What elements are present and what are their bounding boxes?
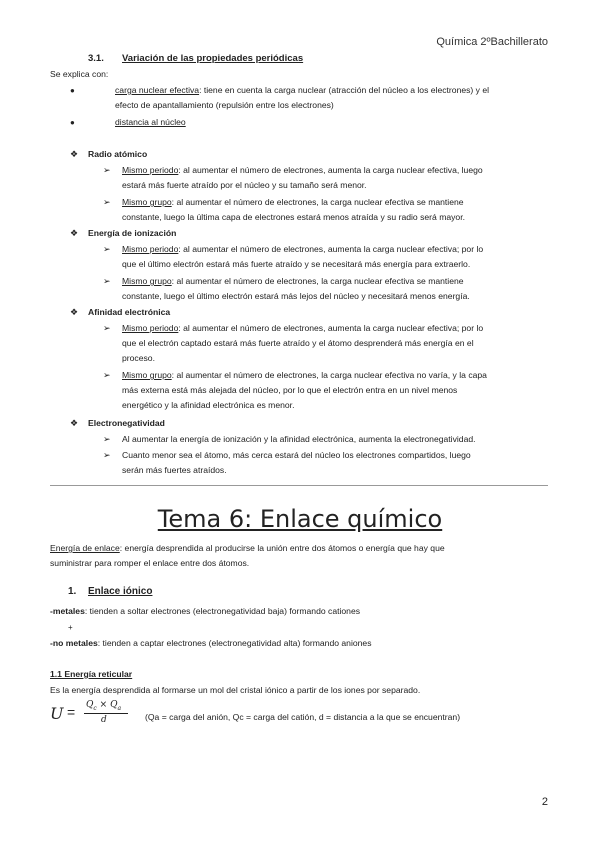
- arrow-icon: ➢: [103, 434, 111, 444]
- diamond-icon: ❖: [70, 418, 79, 428]
- item-term: Mismo periodo: [122, 323, 179, 333]
- property-item: [122, 163, 550, 178]
- arrow-icon: ➢: [103, 370, 111, 380]
- metales-text: : tienden a soltar electrones (electronegatividad baja) formando cationes: [84, 606, 361, 616]
- property-title: Radio atómico: [88, 149, 148, 159]
- item-text: constante, luego el último electrón estará más lejos del núcleo y necesitará menos energía.: [122, 291, 470, 301]
- diamond-icon: ❖: [70, 149, 79, 159]
- item-text: : al aumentar el número de electrones, la carga nuclear efectiva no varía, y la capa: [171, 370, 487, 380]
- arrow-icon: ➢: [103, 323, 111, 333]
- formula-equals: =: [67, 704, 76, 720]
- arrow-icon: ➢: [103, 197, 111, 207]
- item-text: : al aumentar el número de electrones, aumenta la carga nuclear efectiva; por lo: [178, 323, 484, 333]
- item-text: estará más fuerte atraído por el núcleo y su tamaño será menor.: [122, 180, 367, 190]
- item-text: : al aumentar el número de electrones, aumenta la carga nuclear efectiva, luego: [178, 165, 483, 175]
- document-header: Química 2ºBachillerato: [436, 36, 548, 48]
- subsection-number: 1.: [68, 586, 77, 597]
- diamond-icon: ❖: [70, 228, 79, 238]
- arrow-icon: ➢: [103, 244, 111, 254]
- formula-denominator: d: [101, 715, 107, 725]
- item-term: Mismo periodo: [122, 165, 179, 175]
- metales-line: [50, 604, 360, 619]
- enlace-definition: [50, 541, 445, 556]
- no-metales-text: : tienden a captar electrones (electronegatividad alta) formando aniones: [97, 638, 372, 648]
- charge-a: Q: [110, 700, 118, 710]
- plus-sign: +: [68, 623, 73, 632]
- diamond-icon: ❖: [70, 307, 79, 317]
- subsection-title: Enlace iónico: [88, 586, 153, 597]
- explain-term: distancia al núcleo: [115, 117, 186, 127]
- item-text: proceso.: [122, 353, 155, 363]
- chapter-title: Tema 6: Enlace químico: [157, 505, 443, 533]
- metales-label: -metales: [50, 606, 85, 616]
- explain-text: efecto de apantallamiento (repulsión entre los electrones): [115, 100, 334, 110]
- property-title: Electronegatividad: [88, 418, 165, 428]
- no-metales-line: [50, 636, 372, 651]
- bullet-icon: ●: [70, 86, 75, 95]
- item-term: Mismo grupo: [122, 276, 172, 286]
- property-item: [122, 274, 550, 289]
- fraction-bar: [84, 713, 128, 714]
- explain-item: [115, 83, 549, 98]
- definition-text: : energía desprendida al producirse la unión entre dos átomos o energía que hay que: [119, 543, 445, 553]
- item-text: que el último electrón estará más fuerte atraído y se necesitará más energía para extraerlo.: [122, 259, 471, 269]
- formula-numerator: [86, 700, 121, 712]
- section-number: 3.1.: [88, 53, 104, 64]
- property-item: [122, 195, 550, 210]
- reticular-text: Es la energía desprendida al formarse un mol del cristal iónico a partir de los iones por separado.: [50, 685, 421, 695]
- sub-c: c: [93, 704, 97, 712]
- page-number: 2: [541, 796, 548, 808]
- definition-text: suministrar para romper el enlace entre dos átomos.: [50, 558, 250, 568]
- item-text: Al aumentar la energía de ionización y la afinidad electrónica, aumenta la electronegatividad.: [122, 434, 476, 444]
- arrow-icon: ➢: [103, 276, 111, 286]
- explain-term: carga nuclear efectiva: [115, 85, 200, 95]
- section-heading: [88, 53, 303, 64]
- item-text: : al aumentar el número de electrones, la carga nuclear efectiva se mantiene: [171, 276, 464, 286]
- item-term: Mismo grupo: [122, 197, 172, 207]
- definition-term: Energía de enlace: [50, 543, 120, 553]
- property-item: [122, 368, 550, 383]
- item-term: Mismo grupo: [122, 370, 172, 380]
- sub-a: a: [117, 704, 122, 712]
- item-text: : al aumentar el número de electrones, aumenta la carga nuclear efectiva; por lo: [178, 244, 484, 254]
- formula-legend: (Qa = carga del anión, Qc = carga del catión, d = distancia a la que se encuentran): [145, 712, 461, 722]
- section-title: Variación de las propiedades periódicas: [122, 53, 304, 64]
- item-text: que el electrón captado estará más fuerte atraído y el átomo desprenderá más energía en el: [122, 338, 474, 348]
- item-text: energético y la afinidad electrónica es menor.: [122, 400, 295, 410]
- property-title: Afinidad electrónica: [88, 307, 171, 317]
- property-item: [122, 242, 550, 257]
- item-term: Mismo periodo: [122, 244, 179, 254]
- charge-c: Q: [86, 700, 94, 710]
- section-divider: [50, 485, 548, 486]
- subsubsection-title: 1.1 Energía reticular: [50, 669, 133, 679]
- no-metales-label: -no metales: [50, 638, 98, 648]
- formula-lhs: U: [50, 704, 64, 723]
- item-text: constante, luego la última capa de electrones estará menos atraída y su radio será mayor.: [122, 212, 465, 222]
- times-sign: ×: [99, 700, 108, 710]
- explain-text: : tiene en cuenta la carga nuclear (atracción del núcleo a los electrones) y el: [199, 85, 490, 95]
- intro-text: Se explica con:: [50, 69, 109, 79]
- item-text: : al aumentar el número de electrones, la carga nuclear efectiva se mantiene: [171, 197, 464, 207]
- arrow-icon: ➢: [103, 450, 111, 460]
- bullet-icon: ●: [70, 118, 75, 127]
- item-text: más externa está más alejada del núcleo, por lo que el electrón entra en un nivel menos: [122, 385, 458, 395]
- item-text: Cuanto menor sea el átomo, más cerca estará del núcleo los electrones compartidos, luego: [122, 450, 471, 460]
- property-item: [122, 321, 550, 336]
- property-title: Energía de ionización: [88, 228, 177, 238]
- arrow-icon: ➢: [103, 165, 111, 175]
- item-text: serán más fuertes atraídos.: [122, 465, 227, 475]
